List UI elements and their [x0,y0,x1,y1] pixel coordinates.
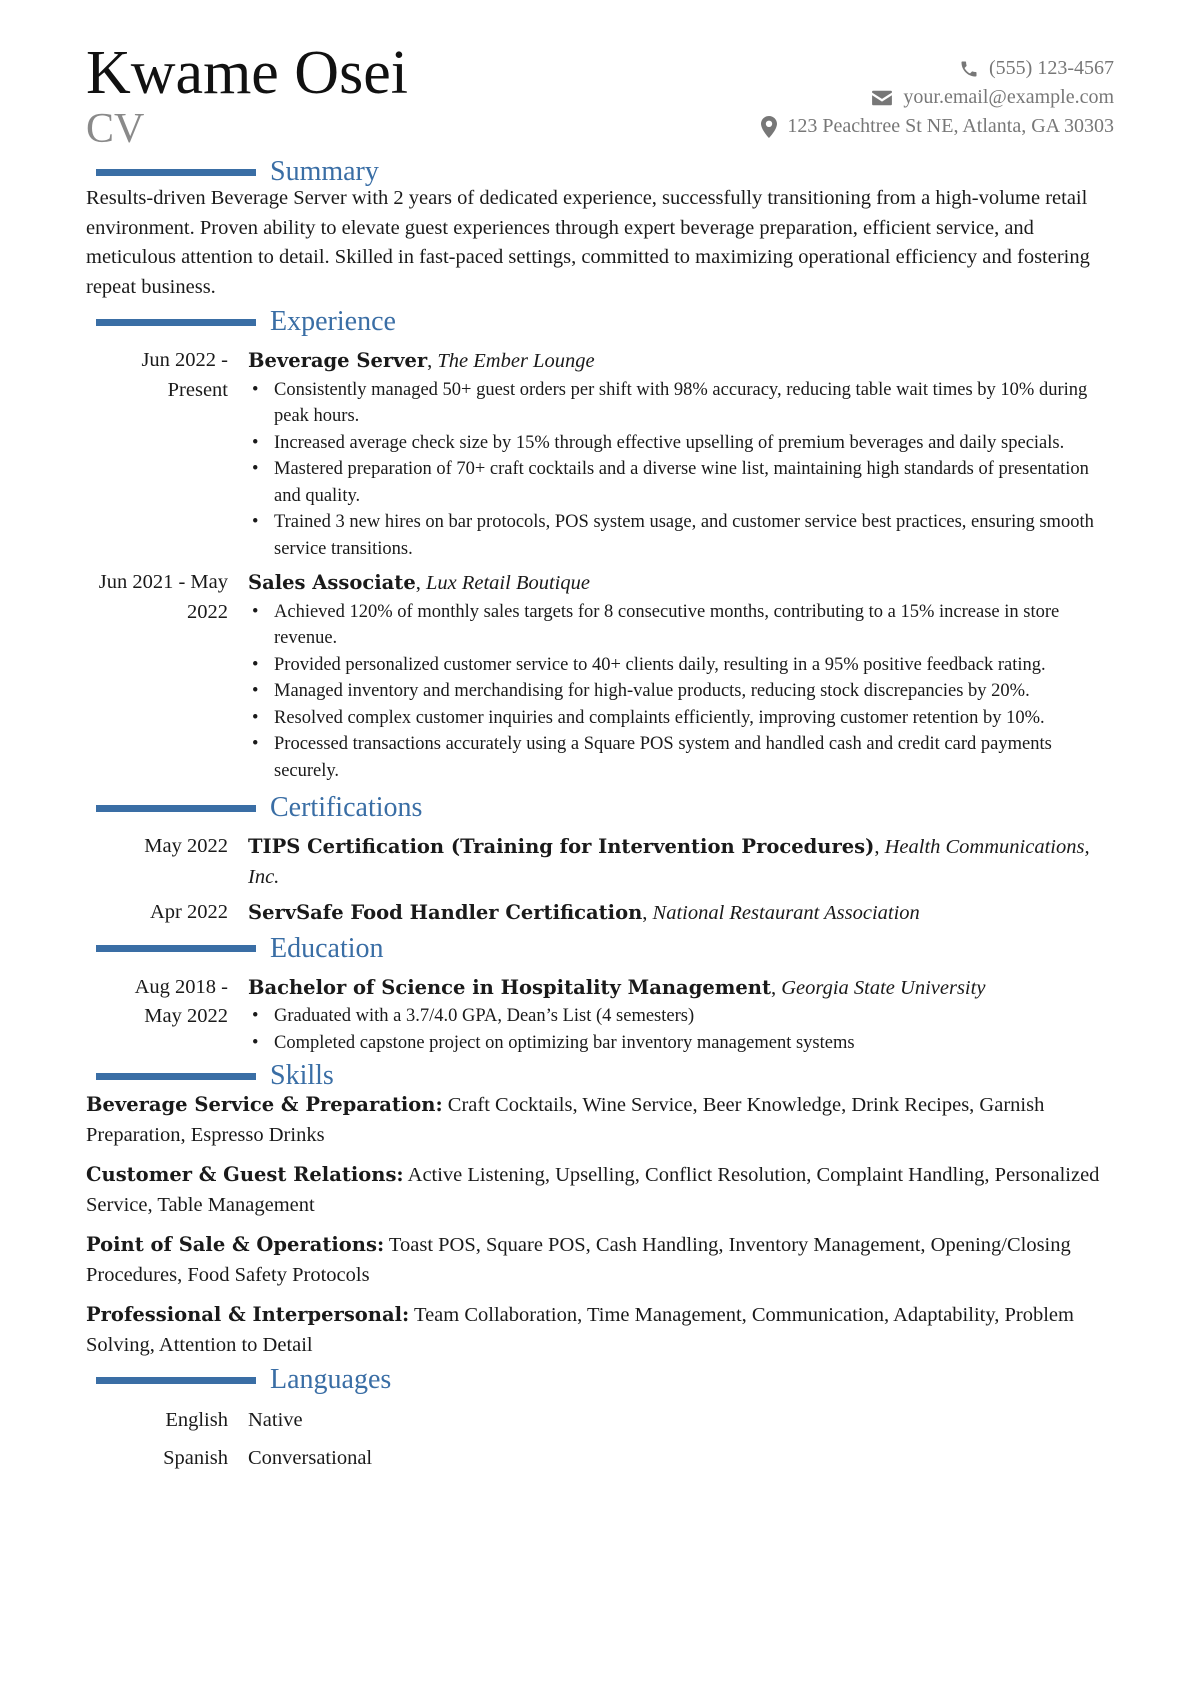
skill-group-label: Professional & Interpersonal: [86,1303,410,1326]
certifications-section-header [86,790,1114,826]
candidate-name: Kwame Osei [86,39,408,107]
section-bar [96,945,256,952]
list-item: • Resolved complex customer inquiries and complaints efficiently, improving customer retention by 10%. [274,705,1114,732]
entry-role: Beverage Server [248,349,428,372]
contact-address [761,112,1114,141]
list-item: • Achieved 120% of monthly sales targets for 8 consecutive months, contributing to a 15% increase in store revenue. [274,599,1114,652]
list-item: • Consistently managed 50+ guest orders per shift with 98% accuracy, reducing table wait times by 10% during peak hours. [274,377,1114,430]
skill-group-values: Team Collaboration, Time Management, Communication, Adaptability, Problem Solving, Attention to Detail [86,1304,1074,1356]
list-item: • Mastered preparation of 70+ craft cocktails and a diverse wine list, maintaining high standards of presentation and quality. [274,456,1114,509]
school-name: Georgia State University [781,976,986,999]
section-bar [96,319,256,326]
list-item: • Provided personalized customer service to 40+ clients daily, resulting in a 95% positive feedback rating. [274,652,1114,679]
contact-phone [761,54,1114,83]
entry-org: Lux Retail Boutique [425,572,590,594]
skill-group-values: Toast POS, Square POS, Cash Handling, Inventory Management, Opening/Closing Procedures, Food Safety Protocols [86,1234,1071,1286]
entry-bullets [248,1003,1114,1056]
language-level: Conversational [248,1446,373,1469]
section-bar [96,169,256,176]
entry-role: Sales Associate [248,571,416,594]
skill-group [86,1300,1114,1360]
summary-text: Results-driven Beverage Server with 2 years of dedicated experience, successfully transitioning from a high-volume retail environment. Proven ability to elevate guest experiences through expert beverage preparation, efficient service, and meticulous attention to detail. Skilled in fast-paced settings, committed to maximizing operational efficiency and fostering repeat business. [86,187,1090,298]
entry-date: Aug 2018 - May 2022 [134,975,228,1027]
list-item: • Increased average check size by 15% through effective upselling of premium beverages and daily specials. [274,430,1114,457]
entry-heading: Bachelor of Science in Hospitality Management, Georgia State University [248,975,986,999]
skill-group [86,1090,1114,1150]
document-label: CV [86,106,145,152]
degree-name: Bachelor of Science in Hospitality Management [248,975,771,999]
skill-group [86,1230,1114,1290]
entry-bullets [248,377,1114,563]
phone-icon [959,59,979,79]
entry-heading: TIPS Certification (Training for Intervention Procedures), Health Communications, Inc. [248,835,1090,888]
certification-name: TIPS Certification (Training for Intervention Procedures) [248,835,875,858]
envelope-icon [871,89,893,107]
languages-section-header [86,1362,1114,1398]
language-name: English [165,1409,228,1431]
skill-group-values: Craft Cocktails, Wine Service, Beer Knowledge, Drink Recipes, Garnish Preparation, Espresso Drinks [86,1094,1045,1146]
entry-org: The Ember Lounge [437,350,595,372]
education-entry [86,973,1114,1057]
experience-entry [86,568,1114,784]
section-title-languages: Languages [270,1364,392,1395]
certification-name: ServSafe Food Handler Certification [248,901,643,924]
section-bar [96,1073,256,1080]
experience-section-header [86,304,1114,340]
language-level: Native [248,1409,303,1431]
language-entry [86,1444,1114,1474]
skill-group-label: Point of Sale & Operations: [86,1233,385,1256]
entry-date: Jun 2022 - Present [141,349,228,401]
section-title-skills: Skills [270,1060,334,1091]
entry-heading: Sales Associate, Lux Retail Boutique [248,571,590,594]
list-item: • Managed inventory and merchandising for high-value products, reducing stock discrepancies by 20%. [274,678,1114,705]
section-bar [96,1377,256,1384]
section-title-education: Education [270,932,384,964]
list-item: • Completed capstone project on optimizing bar inventory management systems [274,1030,1114,1057]
skill-group-values: Active Listening, Upselling, Conflict Resolution, Complaint Handling, Personalized Service, Table Management [86,1164,1100,1216]
skill-group-label: Beverage Service & Preparation: [86,1093,443,1116]
entry-date: May 2022 [144,835,228,857]
resume-page [86,40,1114,1473]
education-section-header [86,931,1114,967]
address-text: 123 Peachtree St NE, Atlanta, GA 30303 [787,115,1114,137]
entry-bullets [248,599,1114,785]
phone-text: (555) 123-4567 [989,57,1114,79]
header [86,40,1114,152]
language-name: Spanish [163,1446,228,1469]
list-item: • Processed transactions accurately using a Square POS system and handled cash and credit card payments securely. [274,731,1114,784]
map-pin-icon [761,116,777,138]
skills-section-header [86,1058,1114,1094]
contact-block [761,54,1114,141]
certification-org: Health Communications, Inc. [248,836,1090,888]
certification-org: National Restaurant Association [652,902,920,924]
skill-group [86,1160,1114,1220]
email-link[interactable]: your.email@example.com [903,86,1114,108]
entry-date: Apr 2022 [149,901,228,923]
entry-heading: Beverage Server, The Ember Lounge [248,349,595,372]
certification-entry [86,898,1114,929]
list-item: • Graduated with a 3.7/4.0 GPA, Dean’s List (4 semesters) [274,1003,1114,1030]
entry-heading: ServSafe Food Handler Certification, National Restaurant Association [248,901,920,924]
section-title-experience: Experience [270,306,396,337]
entry-date: Jun 2021 - May 2022 [98,571,228,623]
section-title-certifications: Certifications [270,792,423,823]
certification-entry [86,832,1114,892]
section-bar [96,805,256,812]
experience-entry [86,346,1114,562]
skill-group-label: Customer & Guest Relations: [86,1163,404,1186]
section-title-summary: Summary [270,156,379,187]
contact-email [761,83,1114,112]
list-item: • Trained 3 new hires on bar protocols, POS system usage, and customer service best practices, ensuring smooth service transitions. [274,509,1114,562]
language-entry [86,1406,1114,1436]
